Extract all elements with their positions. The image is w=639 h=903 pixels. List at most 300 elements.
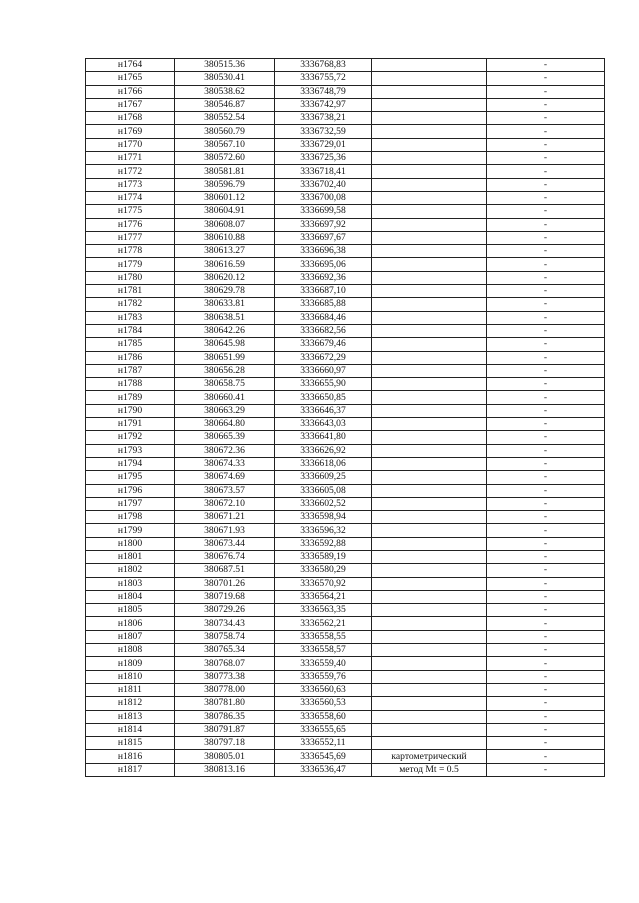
- method-cell: [372, 245, 487, 258]
- x-coordinate-cell: 380560.79: [175, 125, 275, 138]
- point-name-cell: н1790: [86, 404, 175, 417]
- method-cell: [372, 750, 487, 763]
- y-coordinate-cell: 3336660,97: [275, 364, 372, 377]
- table-row: [86, 604, 605, 617]
- x-coordinate-cell: 380642.26: [175, 324, 275, 337]
- dash-cell: -: [487, 524, 605, 537]
- y-coordinate-cell: 3336580,29: [275, 564, 372, 577]
- dash-cell: -: [487, 763, 605, 776]
- dash-cell: -: [487, 723, 605, 736]
- dash-cell: -: [487, 205, 605, 218]
- method-cell: [372, 683, 487, 696]
- dash-cell: -: [487, 457, 605, 470]
- dash-cell: -: [487, 338, 605, 351]
- method-cell: [372, 364, 487, 377]
- y-coordinate-cell: 3336552,11: [275, 737, 372, 750]
- table-row: [86, 710, 605, 723]
- method-cell: [372, 231, 487, 244]
- method-cell: [372, 218, 487, 231]
- point-name-cell: н1802: [86, 564, 175, 577]
- method-cell: [372, 418, 487, 431]
- dash-cell: -: [487, 72, 605, 85]
- dash-cell: -: [487, 152, 605, 165]
- point-name-cell: н1773: [86, 178, 175, 191]
- table-row: [86, 524, 605, 537]
- y-coordinate-cell: 3336560,53: [275, 697, 372, 710]
- point-name-cell: н1772: [86, 165, 175, 178]
- y-coordinate-cell: 3336643,03: [275, 418, 372, 431]
- dash-cell: -: [487, 511, 605, 524]
- dash-cell: -: [487, 750, 605, 763]
- dash-cell: -: [487, 710, 605, 723]
- x-coordinate-cell: 380567.10: [175, 138, 275, 151]
- y-coordinate-cell: 3336697,67: [275, 231, 372, 244]
- dash-cell: -: [487, 537, 605, 550]
- y-coordinate-cell: 3336695,06: [275, 258, 372, 271]
- method-cell: [372, 670, 487, 683]
- y-coordinate-cell: 3336700,08: [275, 191, 372, 204]
- y-coordinate-cell: 3336598,94: [275, 511, 372, 524]
- point-name-cell: н1766: [86, 85, 175, 98]
- y-coordinate-cell: 3336646,37: [275, 404, 372, 417]
- table-row: [86, 763, 605, 776]
- point-name-cell: н1808: [86, 644, 175, 657]
- y-coordinate-cell: 3336682,56: [275, 324, 372, 337]
- method-cell: [372, 98, 487, 111]
- y-coordinate-cell: 3336650,85: [275, 391, 372, 404]
- method-cell: [372, 431, 487, 444]
- table-row: [86, 697, 605, 710]
- x-coordinate-cell: 380765.34: [175, 644, 275, 657]
- x-coordinate-cell: 380601.12: [175, 191, 275, 204]
- method-cell: [372, 152, 487, 165]
- point-name-cell: н1791: [86, 418, 175, 431]
- dash-cell: -: [487, 165, 605, 178]
- table-row: [86, 750, 605, 763]
- dash-cell: -: [487, 378, 605, 391]
- table-row: [86, 125, 605, 138]
- y-coordinate-cell: 3336679,46: [275, 338, 372, 351]
- x-coordinate-cell: 380729.26: [175, 604, 275, 617]
- x-coordinate-cell: 380687.51: [175, 564, 275, 577]
- x-coordinate-cell: 380663.29: [175, 404, 275, 417]
- dash-cell: -: [487, 617, 605, 630]
- y-coordinate-cell: 3336558,60: [275, 710, 372, 723]
- point-name-cell: н1810: [86, 670, 175, 683]
- dash-cell: -: [487, 285, 605, 298]
- x-coordinate-cell: 380530.41: [175, 72, 275, 85]
- table-row: [86, 657, 605, 670]
- table-row: [86, 484, 605, 497]
- point-name-cell: н1795: [86, 471, 175, 484]
- method-cell: [372, 457, 487, 470]
- point-name-cell: н1787: [86, 364, 175, 377]
- point-name-cell: н1776: [86, 218, 175, 231]
- dash-cell: -: [487, 298, 605, 311]
- y-coordinate-cell: 3336685,88: [275, 298, 372, 311]
- y-coordinate-cell: 3336545,69: [275, 750, 372, 763]
- x-coordinate-cell: 380676.74: [175, 550, 275, 563]
- table-row: [86, 285, 605, 298]
- point-name-cell: н1778: [86, 245, 175, 258]
- x-coordinate-cell: 380768.07: [175, 657, 275, 670]
- x-coordinate-cell: 380781.80: [175, 697, 275, 710]
- y-coordinate-cell: 3336697,92: [275, 218, 372, 231]
- dash-cell: -: [487, 550, 605, 563]
- dash-cell: -: [487, 125, 605, 138]
- dash-cell: -: [487, 577, 605, 590]
- y-coordinate-cell: 3336725,36: [275, 152, 372, 165]
- point-name-cell: н1801: [86, 550, 175, 563]
- x-coordinate-cell: 380552.54: [175, 112, 275, 125]
- table-row: [86, 444, 605, 457]
- y-coordinate-cell: 3336605,08: [275, 484, 372, 497]
- table-row: [86, 205, 605, 218]
- y-coordinate-cell: 3336742,97: [275, 98, 372, 111]
- method-cell: [372, 630, 487, 643]
- point-name-cell: н1789: [86, 391, 175, 404]
- method-cell: [372, 590, 487, 603]
- y-coordinate-cell: 3336602,52: [275, 497, 372, 510]
- method-cell: [372, 577, 487, 590]
- dash-cell: -: [487, 324, 605, 337]
- method-label-line2: метод Mt = 0.5: [399, 764, 459, 776]
- dash-cell: -: [487, 231, 605, 244]
- x-coordinate-cell: 380660.41: [175, 391, 275, 404]
- x-coordinate-cell: 380664.80: [175, 418, 275, 431]
- point-name-cell: н1811: [86, 683, 175, 696]
- x-coordinate-cell: 380674.69: [175, 471, 275, 484]
- table-row: [86, 271, 605, 284]
- method-cell: [372, 85, 487, 98]
- x-coordinate-cell: 380638.51: [175, 311, 275, 324]
- method-cell: [372, 617, 487, 630]
- table-row: [86, 59, 605, 72]
- x-coordinate-cell: 380620.12: [175, 271, 275, 284]
- method-cell: [372, 723, 487, 736]
- x-coordinate-cell: 380572.60: [175, 152, 275, 165]
- table-row: [86, 364, 605, 377]
- dash-cell: -: [487, 218, 605, 231]
- x-coordinate-cell: 380778.00: [175, 683, 275, 696]
- dash-cell: -: [487, 418, 605, 431]
- y-coordinate-cell: 3336738,21: [275, 112, 372, 125]
- method-cell: [372, 444, 487, 457]
- method-cell: [372, 564, 487, 577]
- dash-cell: -: [487, 630, 605, 643]
- x-coordinate-cell: 380581.81: [175, 165, 275, 178]
- table-row: [86, 590, 605, 603]
- x-coordinate-cell: 380701.26: [175, 577, 275, 590]
- y-coordinate-cell: 3336687,10: [275, 285, 372, 298]
- table-row: [86, 737, 605, 750]
- table-row: [86, 564, 605, 577]
- x-coordinate-cell: 380674.33: [175, 457, 275, 470]
- dash-cell: -: [487, 444, 605, 457]
- dash-cell: -: [487, 737, 605, 750]
- method-cell: [372, 763, 487, 776]
- point-name-cell: н1792: [86, 431, 175, 444]
- method-cell: [372, 391, 487, 404]
- method-cell: [372, 604, 487, 617]
- dash-cell: -: [487, 683, 605, 696]
- y-coordinate-cell: 3336596,32: [275, 524, 372, 537]
- dash-cell: -: [487, 138, 605, 151]
- method-cell: [372, 191, 487, 204]
- x-coordinate-cell: 380665.39: [175, 431, 275, 444]
- dash-cell: -: [487, 391, 605, 404]
- x-coordinate-cell: 380629.78: [175, 285, 275, 298]
- coordinates-table-body: [86, 59, 605, 777]
- method-cell: [372, 537, 487, 550]
- dash-cell: -: [487, 497, 605, 510]
- y-coordinate-cell: 3336699,58: [275, 205, 372, 218]
- y-coordinate-cell: 3336672,29: [275, 351, 372, 364]
- y-coordinate-cell: 3336768,83: [275, 59, 372, 72]
- y-coordinate-cell: 3336655,90: [275, 378, 372, 391]
- y-coordinate-cell: 3336570,92: [275, 577, 372, 590]
- x-coordinate-cell: 380515.36: [175, 59, 275, 72]
- y-coordinate-cell: 3336559,76: [275, 670, 372, 683]
- table-row: [86, 311, 605, 324]
- table-row: [86, 112, 605, 125]
- dash-cell: -: [487, 178, 605, 191]
- point-name-cell: н1765: [86, 72, 175, 85]
- x-coordinate-cell: 380596.79: [175, 178, 275, 191]
- x-coordinate-cell: 380671.93: [175, 524, 275, 537]
- method-cell: [372, 644, 487, 657]
- table-row: [86, 231, 605, 244]
- point-name-cell: н1780: [86, 271, 175, 284]
- dash-cell: -: [487, 590, 605, 603]
- dash-cell: -: [487, 604, 605, 617]
- y-coordinate-cell: 3336558,57: [275, 644, 372, 657]
- table-row: [86, 98, 605, 111]
- point-name-cell: н1771: [86, 152, 175, 165]
- table-row: [86, 418, 605, 431]
- x-coordinate-cell: 380538.62: [175, 85, 275, 98]
- point-name-cell: н1774: [86, 191, 175, 204]
- table-row: [86, 298, 605, 311]
- point-name-cell: н1767: [86, 98, 175, 111]
- y-coordinate-cell: 3336748,79: [275, 85, 372, 98]
- table-row: [86, 511, 605, 524]
- y-coordinate-cell: 3336696,38: [275, 245, 372, 258]
- dash-cell: -: [487, 245, 605, 258]
- point-name-cell: н1805: [86, 604, 175, 617]
- table-row: [86, 457, 605, 470]
- dash-cell: -: [487, 351, 605, 364]
- method-cell: [372, 471, 487, 484]
- point-name-cell: н1769: [86, 125, 175, 138]
- dash-cell: -: [487, 484, 605, 497]
- dash-cell: -: [487, 404, 605, 417]
- point-name-cell: н1806: [86, 617, 175, 630]
- table-row: [86, 351, 605, 364]
- y-coordinate-cell: 3336560,63: [275, 683, 372, 696]
- coordinates-table: [85, 58, 605, 777]
- table-row: [86, 617, 605, 630]
- method-cell: [372, 351, 487, 364]
- y-coordinate-cell: 3336684,46: [275, 311, 372, 324]
- x-coordinate-cell: 380546.87: [175, 98, 275, 111]
- x-coordinate-cell: 380758.74: [175, 630, 275, 643]
- method-cell: [372, 484, 487, 497]
- y-coordinate-cell: 3336564,21: [275, 590, 372, 603]
- dash-cell: -: [487, 98, 605, 111]
- dash-cell: -: [487, 644, 605, 657]
- table-row: [86, 683, 605, 696]
- table-row: [86, 72, 605, 85]
- dash-cell: -: [487, 657, 605, 670]
- dash-cell: -: [487, 112, 605, 125]
- point-name-cell: н1815: [86, 737, 175, 750]
- point-name-cell: н1779: [86, 258, 175, 271]
- table-row: [86, 324, 605, 337]
- method-cell: [372, 697, 487, 710]
- y-coordinate-cell: 3336755,72: [275, 72, 372, 85]
- y-coordinate-cell: 3336626,92: [275, 444, 372, 457]
- x-coordinate-cell: 380656.28: [175, 364, 275, 377]
- point-name-cell: н1777: [86, 231, 175, 244]
- method-cell: [372, 378, 487, 391]
- point-name-cell: н1797: [86, 497, 175, 510]
- dash-cell: -: [487, 697, 605, 710]
- table-row: [86, 404, 605, 417]
- point-name-cell: н1812: [86, 697, 175, 710]
- y-coordinate-cell: 3336562,21: [275, 617, 372, 630]
- x-coordinate-cell: 380673.44: [175, 537, 275, 550]
- table-row: [86, 152, 605, 165]
- method-cell: [372, 404, 487, 417]
- x-coordinate-cell: 380813.16: [175, 763, 275, 776]
- point-name-cell: н1798: [86, 511, 175, 524]
- x-coordinate-cell: 380658.75: [175, 378, 275, 391]
- point-name-cell: н1800: [86, 537, 175, 550]
- x-coordinate-cell: 380791.87: [175, 723, 275, 736]
- x-coordinate-cell: 380651.99: [175, 351, 275, 364]
- dash-cell: -: [487, 564, 605, 577]
- table-row: [86, 165, 605, 178]
- method-cell: [372, 324, 487, 337]
- point-name-cell: н1817: [86, 763, 175, 776]
- x-coordinate-cell: 380734.43: [175, 617, 275, 630]
- x-coordinate-cell: 380673.57: [175, 484, 275, 497]
- method-cell: [372, 497, 487, 510]
- y-coordinate-cell: 3336555,65: [275, 723, 372, 736]
- y-coordinate-cell: 3336702,40: [275, 178, 372, 191]
- y-coordinate-cell: 3336692,36: [275, 271, 372, 284]
- method-cell: [372, 138, 487, 151]
- y-coordinate-cell: 3336718,41: [275, 165, 372, 178]
- y-coordinate-cell: 3336592,88: [275, 537, 372, 550]
- point-name-cell: н1770: [86, 138, 175, 151]
- table-row: [86, 378, 605, 391]
- x-coordinate-cell: 380805.01: [175, 750, 275, 763]
- y-coordinate-cell: 3336559,40: [275, 657, 372, 670]
- point-name-cell: н1785: [86, 338, 175, 351]
- method-cell: [372, 178, 487, 191]
- point-name-cell: н1793: [86, 444, 175, 457]
- point-name-cell: н1786: [86, 351, 175, 364]
- point-name-cell: н1783: [86, 311, 175, 324]
- table-row: [86, 431, 605, 444]
- y-coordinate-cell: 3336732,59: [275, 125, 372, 138]
- table-row: [86, 258, 605, 271]
- x-coordinate-cell: 380613.27: [175, 245, 275, 258]
- table-row: [86, 577, 605, 590]
- dash-cell: -: [487, 59, 605, 72]
- method-cell: [372, 338, 487, 351]
- point-name-cell: н1804: [86, 590, 175, 603]
- method-cell: [372, 298, 487, 311]
- method-cell: [372, 72, 487, 85]
- table-row: [86, 138, 605, 151]
- x-coordinate-cell: 380616.59: [175, 258, 275, 271]
- table-row: [86, 550, 605, 563]
- point-name-cell: н1813: [86, 710, 175, 723]
- y-coordinate-cell: 3336558,55: [275, 630, 372, 643]
- x-coordinate-cell: 380786.35: [175, 710, 275, 723]
- table-row: [86, 178, 605, 191]
- dash-cell: -: [487, 311, 605, 324]
- dash-cell: -: [487, 271, 605, 284]
- table-row: [86, 537, 605, 550]
- table-row: [86, 630, 605, 643]
- table-row: [86, 391, 605, 404]
- point-name-cell: н1803: [86, 577, 175, 590]
- x-coordinate-cell: 380604.91: [175, 205, 275, 218]
- method-cell: [372, 737, 487, 750]
- method-cell: [372, 311, 487, 324]
- point-name-cell: н1764: [86, 59, 175, 72]
- method-cell: [372, 710, 487, 723]
- method-cell: [372, 59, 487, 72]
- table-row: [86, 670, 605, 683]
- x-coordinate-cell: 380672.10: [175, 497, 275, 510]
- y-coordinate-cell: 3336589,19: [275, 550, 372, 563]
- table-row: [86, 191, 605, 204]
- point-name-cell: н1784: [86, 324, 175, 337]
- point-name-cell: н1788: [86, 378, 175, 391]
- table-row: [86, 338, 605, 351]
- method-cell: [372, 657, 487, 670]
- table-row: [86, 245, 605, 258]
- table-row: [86, 723, 605, 736]
- x-coordinate-cell: 380797.18: [175, 737, 275, 750]
- dash-cell: -: [487, 364, 605, 377]
- dash-cell: -: [487, 471, 605, 484]
- method-label-line1: картометрический: [391, 751, 467, 763]
- dash-cell: -: [487, 85, 605, 98]
- point-name-cell: н1807: [86, 630, 175, 643]
- method-cell: [372, 125, 487, 138]
- dash-cell: -: [487, 258, 605, 271]
- point-name-cell: н1775: [86, 205, 175, 218]
- method-cell: [372, 285, 487, 298]
- y-coordinate-cell: 3336609,25: [275, 471, 372, 484]
- dash-cell: -: [487, 670, 605, 683]
- point-name-cell: н1794: [86, 457, 175, 470]
- method-cell: [372, 112, 487, 125]
- y-coordinate-cell: 3336618,06: [275, 457, 372, 470]
- point-name-cell: н1796: [86, 484, 175, 497]
- table-row: [86, 85, 605, 98]
- method-cell: [372, 511, 487, 524]
- point-name-cell: н1816: [86, 750, 175, 763]
- point-name-cell: н1799: [86, 524, 175, 537]
- method-cell: [372, 258, 487, 271]
